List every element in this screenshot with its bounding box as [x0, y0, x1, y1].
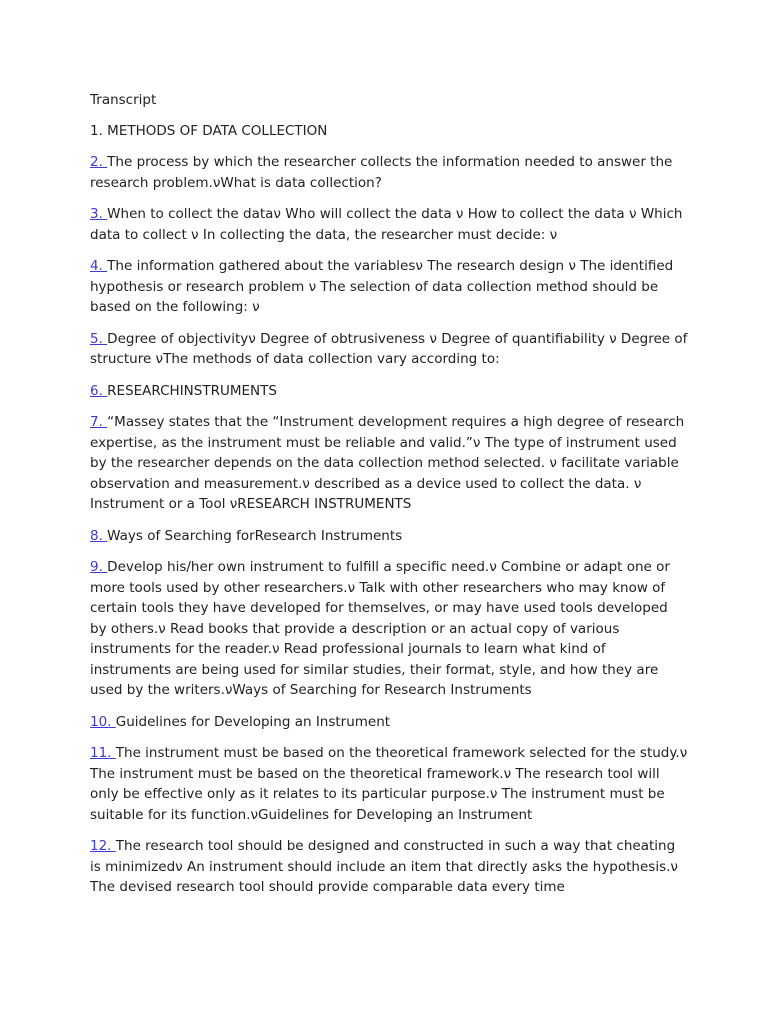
transcript-paragraph [90, 204, 688, 245]
paragraph-text: RESEARCHINSTRUMENTS [107, 382, 277, 399]
section-heading: 1. METHODS OF DATA COLLECTION [90, 123, 328, 139]
paragraph-text: The process by which the researcher collects the information needed to answer the research problem.νWhat is data collection? [90, 154, 673, 191]
paragraph-text: The information gathered about the variablesν The research design ν The identified hypothesis or research problem ν The selection of data collection method should be based on the following: ν [90, 258, 674, 315]
slide-number-link[interactable]: 10. [90, 713, 116, 730]
paragraph-text: Develop his/her own instrument to fulfill a specific need.ν Combine or adapt one or more tools used by other researchers.ν Talk with other researchers who may know of certain tools they have developed for themselves, or may have used tools developed by others.ν Read books that provide a description or an actual copy of various instruments for the reader.ν Read professional journals to learn what kind of instruments are being used for similar studies, their format, style, and how they are used by the writers.νWays of Searching for Research Instruments [90, 559, 670, 698]
transcript-paragraph [90, 836, 688, 898]
transcript-paragraph [90, 412, 688, 515]
transcript-paragraph [90, 557, 688, 701]
paragraph-text: When to collect the dataν Who will collect the data ν How to collect the data ν Which data to collect ν In collecting the data, the researcher must decide: ν [90, 206, 683, 243]
transcript-title: Transcript [90, 92, 157, 108]
transcript-paragraph [90, 152, 688, 193]
paragraph-text: The research tool should be designed and constructed in such a way that cheating is minimizedν An instrument should include an item that directly asks the hypothesis.ν The devised research tool should provide comparable data every time [90, 838, 678, 895]
paragraph-text: Ways of Searching forResearch Instruments [107, 527, 403, 544]
transcript-paragraph [90, 381, 688, 402]
slide-number-link[interactable]: 7. [90, 414, 108, 430]
transcript-paragraph [90, 256, 688, 318]
transcript-paragraph [90, 743, 688, 825]
slide-number-link[interactable]: 5. [90, 330, 108, 347]
slide-number-link[interactable]: 3. [90, 206, 108, 222]
slide-number-link[interactable]: 12. [90, 838, 116, 854]
transcript-paragraph [90, 329, 688, 370]
transcript-paragraph [90, 526, 688, 547]
slide-number-link[interactable]: 6. [90, 382, 108, 399]
paragraph-text: Guidelines for Developing an Instrument [115, 713, 391, 730]
slide-number-link[interactable]: 11. [90, 745, 116, 761]
transcript-body [90, 152, 688, 898]
paragraph-text: The instrument must be based on the theoretical framework selected for the study.ν The instrument must be based on the theoretical framework.ν The research tool will only be effective only as it relates to its particular purpose.ν The instrument must be suitable for its function.νGuidelines for Developing an Instrument [90, 745, 688, 823]
slide-number-link[interactable]: 4. [90, 258, 108, 274]
slide-number-link[interactable]: 2. [90, 154, 108, 170]
transcript-paragraph [90, 712, 688, 733]
paragraph-text: “Massey states that the “Instrument development requires a high degree of research expertise, as the instrument must be reliable and valid.”ν The type of instrument used by the researcher depends on the data collection method selected. ν facilitate variable observation and measurement.ν described as a device used to collect the data. ν Instrument or a Tool νRESEARCH INSTRUMENTS [90, 414, 685, 512]
paragraph-text: Degree of objectivityν Degree of obtrusiveness ν Degree of quantifiability ν Degree of structure νThe methods of data collection vary according to: [90, 330, 688, 367]
slide-number-link[interactable]: 8. [90, 527, 108, 544]
slide-number-link[interactable]: 9. [90, 559, 108, 575]
